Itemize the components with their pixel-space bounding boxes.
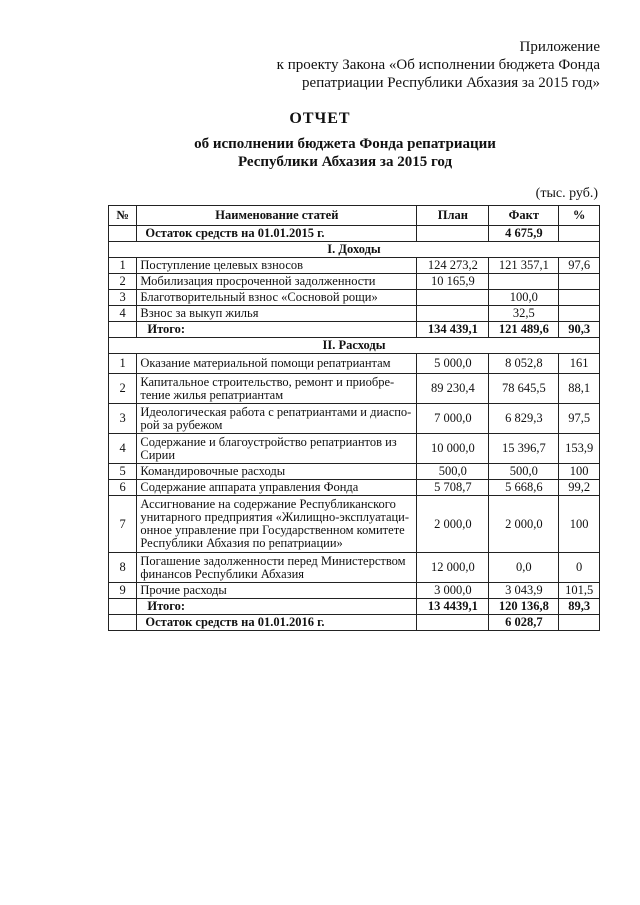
header-fact: Факт <box>489 206 559 226</box>
appendix-note <box>277 38 600 92</box>
table-row: 7 Ассигнование на содержание Республиканского унитарного предприятия «Жилищно-эксплуатаци-онное управление при Государственном комитете Республики Абхазия по репатриации» 2 000,0 2 000,0 100 <box>109 496 600 553</box>
page-title: ОТЧЕТ <box>289 110 351 127</box>
expenses-total-plan: 13 4439,1 <box>417 599 489 615</box>
table-header-row <box>109 206 600 226</box>
table-row: 2 Капитальное строительство, ремонт и приобре-тение жилья репатриантам 89 230,4 78 645,5 88,1 <box>109 374 600 404</box>
opening-balance-row <box>109 226 600 242</box>
units-label: (тыс. руб.) <box>535 186 598 201</box>
table-row: 5 Командировочные расходы 500,0 500,0 100 <box>109 464 600 480</box>
subtitle-line-2: Республики Абхазия за 2015 год <box>237 154 453 170</box>
table-row: 4 Взнос за выкуп жилья 32,5 <box>109 306 600 322</box>
closing-balance-fact: 6 028,7 <box>489 615 559 631</box>
header-name: Наименование статей <box>137 206 417 226</box>
subtitle-line-1: об исполнении бюджета Фонда репатриации <box>194 136 496 152</box>
income-total-pct: 90,3 <box>559 322 600 338</box>
income-total-label: Итого: <box>137 322 417 338</box>
table-row: 4 Содержание и благоустройство репатриантов из Сирии 10 000,0 15 396,7 153,9 <box>109 434 600 464</box>
expenses-total-row <box>109 599 600 615</box>
table-row: 3 Благотворительный взнос «Сосновой рощи» 100,0 <box>109 290 600 306</box>
expenses-total-pct: 89,3 <box>559 599 600 615</box>
expenses-total-fact: 120 136,8 <box>489 599 559 615</box>
table-row: 1 Поступление целевых взносов 124 273,2 121 357,1 97,6 <box>109 258 600 274</box>
appendix-line-1: Приложение <box>519 39 600 55</box>
appendix-line-2: к проекту Закона «Об исполнении бюджета Фонда <box>276 57 600 73</box>
appendix-line-3: репатриации Республики Абхазия за 2015 год» <box>302 75 600 91</box>
table-row: 9 Прочие расходы 3 000,0 3 043,9 101,5 <box>109 583 600 599</box>
table-row: 3 Идеологическая работа с репатриантами и диаспо-рой за рубежом 7 000,0 6 829,3 97,5 <box>109 404 600 434</box>
expenses-section-title: II. Расходы <box>109 338 600 354</box>
table-row: 8 Погашение задолженности перед Министерством финансов Республики Абхазия 12 000,0 0,0 0 <box>109 553 600 583</box>
income-total-fact: 121 489,6 <box>489 322 559 338</box>
closing-balance-label: Остаток средств на 01.01.2016 г. <box>137 615 417 631</box>
table-row: 1 Оказание материальной помощи репатриантам 5 000,0 8 052,8 161 <box>109 354 600 374</box>
table-row: 2 Мобилизация просроченной задолженности 10 165,9 <box>109 274 600 290</box>
header-pct: % <box>559 206 600 226</box>
opening-balance-fact: 4 675,9 <box>489 226 559 242</box>
expenses-section-row <box>109 338 600 354</box>
income-total-row <box>109 322 600 338</box>
page-subtitle <box>0 135 640 171</box>
opening-balance-label: Остаток средств на 01.01.2015 г. <box>137 226 417 242</box>
income-total-plan: 134 439,1 <box>417 322 489 338</box>
header-num: № <box>109 206 137 226</box>
income-section-title: I. Доходы <box>109 242 600 258</box>
table-row: 6 Содержание аппарата управления Фонда 5 708,7 5 668,6 99,2 <box>109 480 600 496</box>
header-plan: План <box>417 206 489 226</box>
budget-report-table <box>108 205 600 631</box>
income-section-row <box>109 242 600 258</box>
closing-balance-row <box>109 615 600 631</box>
expenses-total-label: Итого: <box>137 599 417 615</box>
